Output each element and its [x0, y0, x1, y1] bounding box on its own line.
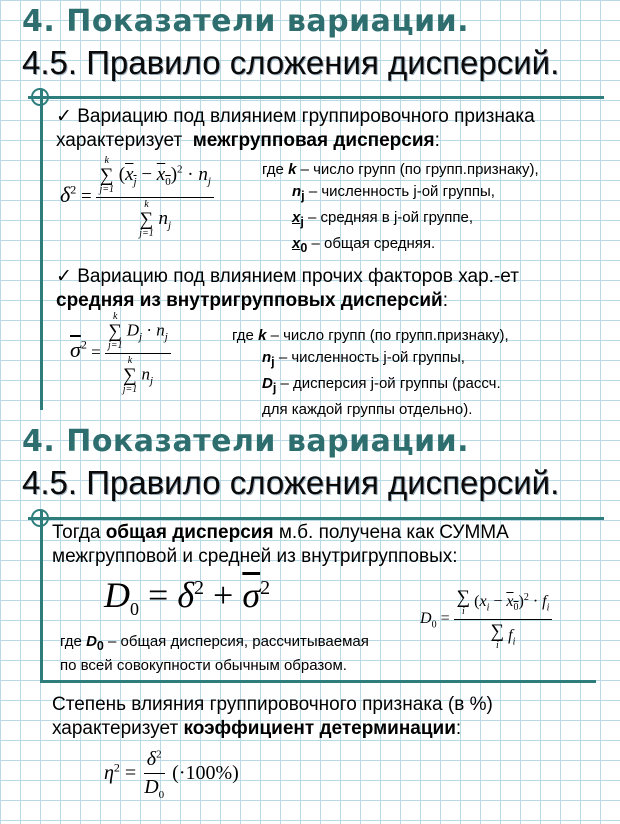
pin-icon: [31, 88, 49, 106]
determination-formula: $\eta^2$ = $\frac{\delta^2}{D_0}$ (·100%): [104, 748, 239, 801]
total-right-formula: $D_0$ = ∑ i $(x_i - x_0)^2 \cdot f_i$ ∑ i $f_i$: [420, 588, 552, 651]
slide1-title-line1: 4. Показатели вариации.: [22, 4, 470, 39]
slide2-mid-rule: [40, 680, 596, 683]
total-formula: $D_0 = \delta^2 + \overline{\sigma}^2$: [104, 575, 271, 620]
within-line2: средняя из внутригрупповых дисперсий:: [56, 290, 448, 311]
between-intro: [56, 106, 535, 128]
total-line2: межгрупповой и средней из внутригрупповых:: [52, 546, 458, 567]
slide2-title-line1: 4. Показатели вариации.: [22, 424, 470, 459]
between-legend: [262, 160, 539, 258]
formula-lhs: $\delta^2$: [60, 181, 77, 207]
total-line1: Тогда общая дисперсия м.б. получена как СУММА: [52, 522, 509, 543]
formula-lhs: $\overline{\sigma}^2$: [70, 337, 87, 363]
within-formula: $\overline{\sigma}^2$ = k ∑ j=1 $D_j \cdot n_j$ k ∑ j=1 $n_j$: [70, 312, 171, 395]
slide1-left-rule: [40, 90, 43, 410]
between-line2: характеризует межгрупповая дисперсия:: [56, 130, 440, 151]
slide2-left-rule: [40, 510, 43, 680]
legend-dj-cont: для каждой группы отдельно).: [262, 401, 473, 418]
slide2-title-line2: 4.5. Правило сложения дисперсий.: [22, 464, 560, 501]
total-note: где $D_0$ – общая дисперсия, рассчитываемая по всей совокупности обычным образом.: [60, 633, 369, 674]
legend-nj: $n_j$ – численность j-ой группы,: [262, 349, 465, 369]
legend-nj: $n_j$ – численность j-ой группы,: [292, 183, 495, 203]
slide1-title-line2: 4.5. Правило сложения дисперсий.: [22, 44, 560, 81]
slide1-top-rule: [28, 96, 604, 99]
check-icon: ✓: [56, 266, 72, 287]
legend-xj: $x_j$ – средняя в j-ой группе,: [292, 209, 474, 229]
total-term: общая дисперсия: [105, 522, 274, 543]
formula-fraction: k ∑ j=1 $(x_j - x_0)^2 \cdot n_j$ k ∑ j=1 $n_j$: [96, 156, 213, 239]
determination-term: коэффициент детерминации: [183, 718, 456, 739]
between-line1: Вариацию под влиянием группировочного признака: [77, 106, 535, 127]
within-line1: Вариацию под влиянием прочих факторов хар.-ет: [77, 266, 519, 287]
within-term: средняя из внутригрупповых дисперсий: [56, 290, 443, 311]
legend-dj: $D_j$ – дисперсия j-ой группы (рассч.: [262, 375, 501, 395]
between-term: межгрупповая дисперсия: [192, 130, 435, 151]
formula-fraction: ∑ i $(x_i - x_0)^2 \cdot f_i$ ∑ i $f_i$: [454, 588, 553, 651]
check-icon: ✓: [56, 106, 72, 127]
slide2-top-rule: [28, 517, 604, 520]
determination-line1: Степень влияния группировочного признака (в %): [52, 694, 493, 715]
within-legend: [232, 326, 509, 419]
formula-fraction: $\frac{\delta^2}{D_0}$: [144, 748, 165, 801]
legend-k: где k – число групп (по групп.признаку),: [262, 161, 539, 178]
legend-x0: $x_0$ – общая средняя.: [292, 235, 436, 255]
legend-k: где k – число групп (по групп.признаку),: [232, 327, 509, 344]
between-formula: $\delta^2$ = k ∑ j=1 $(x_j - x_0)^2 \cdot n_j$ k ∑ j=1 $n_j$: [60, 156, 214, 239]
determination-line2: характеризует коэффициент детерминации:: [52, 718, 462, 739]
formula-fraction: k ∑ j=1 $D_j \cdot n_j$ k ∑ j=1 $n_j$: [105, 312, 171, 395]
pin-icon: [31, 509, 49, 527]
within-intro: [56, 266, 519, 288]
